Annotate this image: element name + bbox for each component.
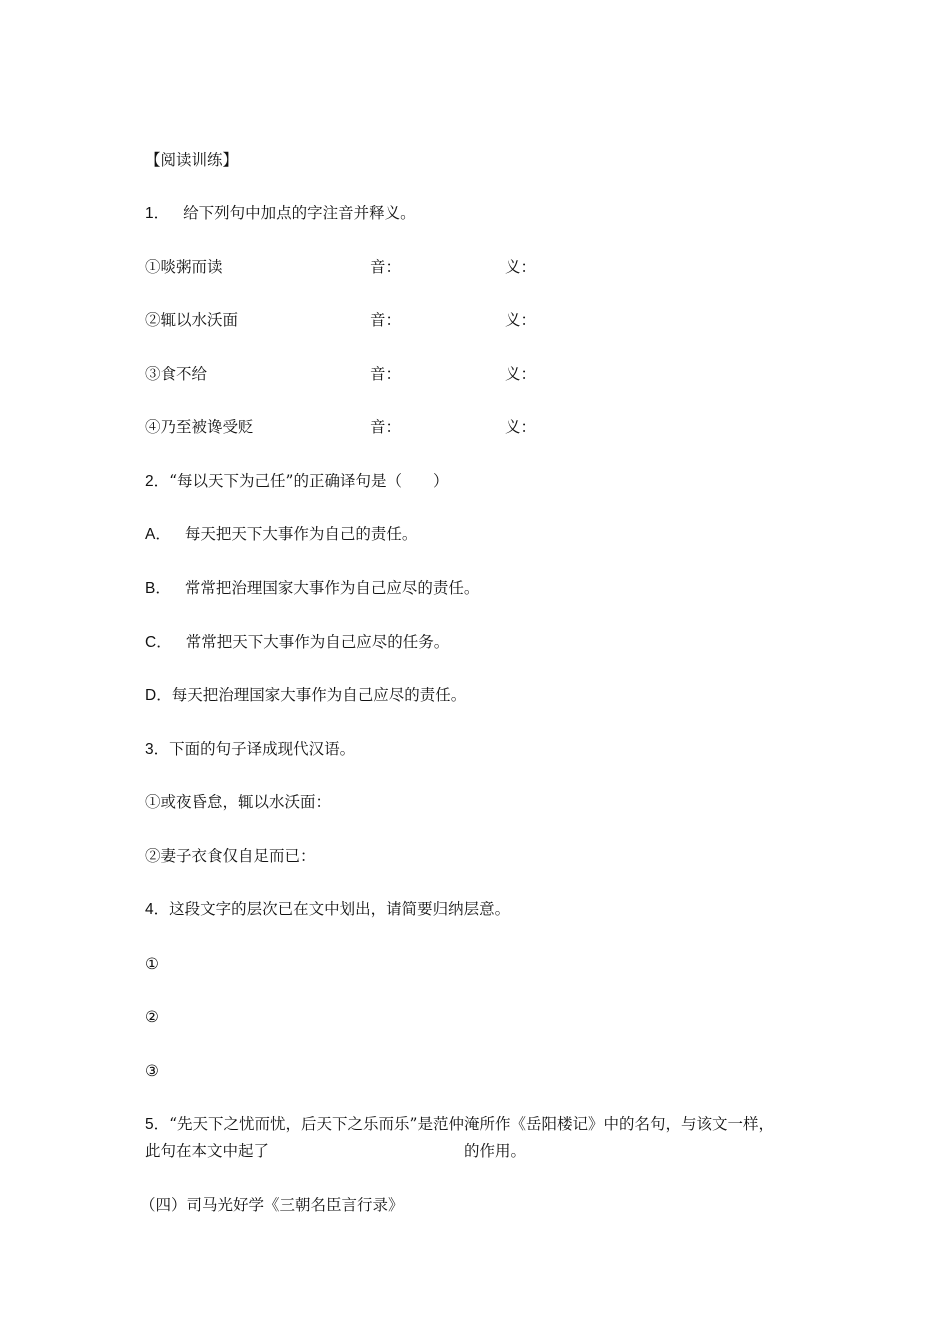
option-letter: C． bbox=[145, 634, 172, 651]
q1-yi-label: 义： bbox=[505, 365, 537, 383]
question-3-text: 下面的句子译成现代汉语。 bbox=[169, 740, 356, 758]
option-letter: D． bbox=[145, 687, 172, 704]
q2-option-b bbox=[145, 578, 479, 599]
option-text: 常常把天下大事作为自己应尽的任务。 bbox=[185, 633, 450, 651]
option-letter: A． bbox=[145, 526, 171, 543]
q1-yi-label: 义： bbox=[505, 311, 537, 329]
q2-option-c bbox=[145, 632, 449, 653]
option-text: 每天把治理国家大事作为自己应尽的责任。 bbox=[171, 686, 467, 704]
section-title: （四）司马光好学《三朝名臣言行录》 bbox=[140, 1196, 404, 1214]
q2-option-a bbox=[145, 524, 417, 545]
q1-item-text: ④乃至被谗受贬 bbox=[145, 418, 254, 436]
question-5-number: 5． bbox=[145, 1116, 170, 1133]
q1-yin-label: 音： bbox=[370, 258, 402, 276]
question-4-text: 这段文字的层次已在文中划出，请简要归纳层意。 bbox=[169, 900, 511, 918]
option-letter: B． bbox=[145, 580, 171, 597]
question-2-number: 2． bbox=[145, 473, 170, 490]
q1-item-3 bbox=[145, 364, 537, 384]
question-5-line2-end: 的作用。 bbox=[464, 1142, 527, 1160]
q1-yin-label: 音： bbox=[370, 365, 402, 383]
option-text: 常常把治理国家大事作为自己应尽的责任。 bbox=[184, 579, 480, 597]
q1-item-text: ③食不给 bbox=[145, 365, 208, 383]
question-3-number: 3． bbox=[145, 741, 170, 758]
q1-yi-label: 义： bbox=[505, 258, 537, 276]
q1-item-text: ②辄以水沃面 bbox=[145, 311, 239, 329]
question-5 bbox=[145, 1114, 774, 1135]
question-5-text: “先天下之忧而忧，后天下之乐而乐”是范仲淹所作《岳阳楼记》中的名句，与该文一样， bbox=[169, 1115, 774, 1133]
q4-item-2: ② bbox=[145, 1008, 159, 1026]
q3-item-1: ①或夜昏怠，辄以水沃面： bbox=[145, 793, 332, 811]
q1-item-text: ①啖粥而读 bbox=[145, 258, 223, 276]
question-4 bbox=[145, 899, 510, 920]
question-3 bbox=[145, 739, 355, 760]
q2-option-d bbox=[145, 685, 466, 706]
q1-yin-label: 音： bbox=[370, 418, 402, 436]
question-2 bbox=[145, 471, 448, 492]
question-5-line-2 bbox=[145, 1141, 526, 1161]
question-1 bbox=[145, 203, 416, 224]
reading-training-heading: 【阅读训练】 bbox=[145, 151, 239, 169]
option-text: 每天把天下大事作为自己的责任。 bbox=[184, 525, 418, 543]
question-2-text: “每以天下为己任”的正确译句是（ ） bbox=[169, 472, 449, 490]
q1-item-2 bbox=[145, 310, 537, 330]
q1-item-4 bbox=[145, 417, 537, 437]
question-1-text: 给下列句中加点的字注音并释义。 bbox=[183, 204, 416, 222]
question-5-line2-start: 此句在本文中起了 bbox=[145, 1142, 270, 1160]
q3-item-2: ②妻子衣食仅自足而已： bbox=[145, 847, 316, 865]
q4-item-3: ③ bbox=[145, 1062, 159, 1080]
q1-yi-label: 义： bbox=[505, 418, 537, 436]
question-1-number: 1． bbox=[145, 205, 170, 222]
q4-item-1: ① bbox=[145, 955, 159, 973]
question-4-number: 4． bbox=[145, 901, 170, 918]
q1-item-1 bbox=[145, 257, 537, 277]
q1-yin-label: 音： bbox=[370, 311, 402, 329]
